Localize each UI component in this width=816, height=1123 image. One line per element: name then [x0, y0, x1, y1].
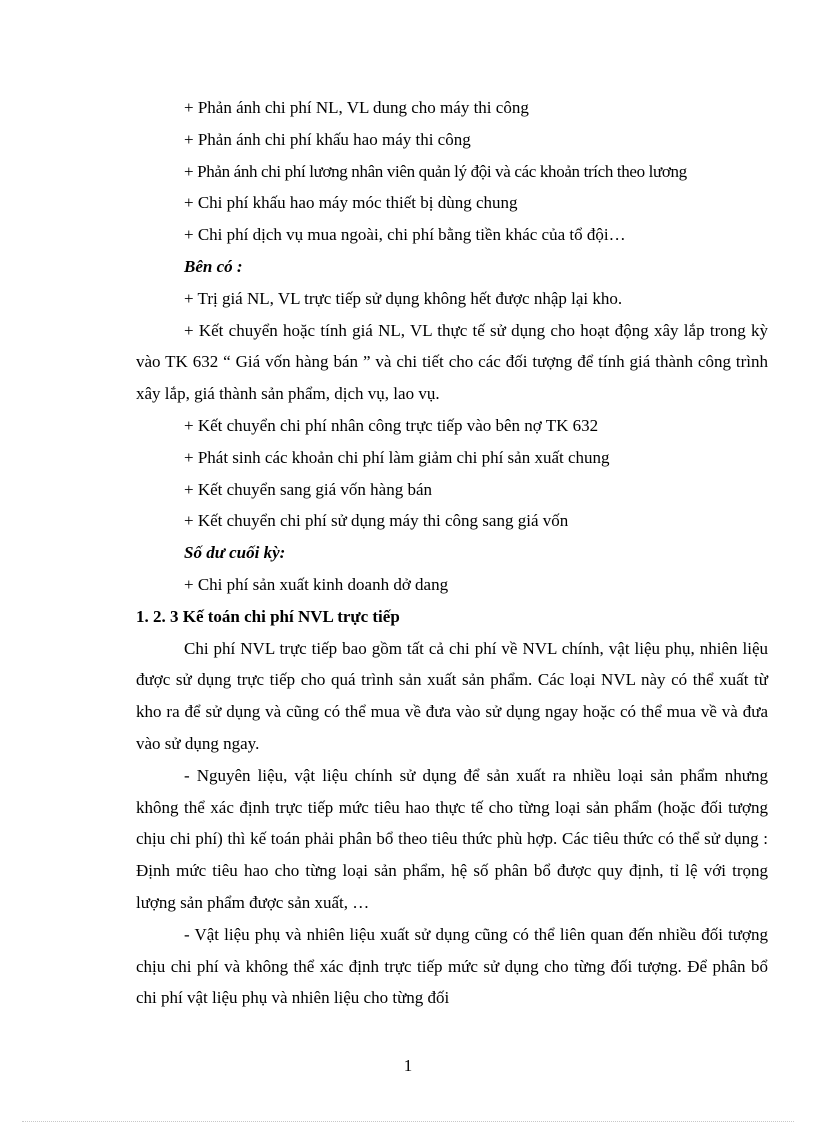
credit-item: + Kết chuyển chi phí nhân công trực tiếp vào bên nợ TK 632	[184, 415, 599, 435]
body-paragraph: - Nguyên liệu, vật liệu chính sử dụng để sản xuất ra nhiều loại sản phẩm nhưng không thể xác định trực tiếp mức tiêu hao thực tế cho từng loại sản phẩm (hoặc đối tượng chịu chi phí) thì kế toán phải phân bổ theo tiêu thức phù hợp. Các tiêu thức có thể sử dụng : Định mức tiêu hao cho từng loại sản phẩm, hệ số phân bổ được quy định, tỉ lệ với trọng lượng sản phẩm được sản xuất, …	[136, 765, 768, 912]
debit-item: + Chi phí dịch vụ mua ngoài, chi phí bằng tiền khác của tổ đội…	[184, 225, 626, 245]
footer-dotted-rule	[22, 1121, 794, 1122]
credit-item: + Kết chuyển hoặc tính giá NL, VL thực tế sử dụng cho hoạt động xây lắp trong kỳ vào TK 632 “ Giá vốn hàng bán ” và chi tiết cho các đối tượng để tính giá thành công trình xây lắp, giá thành sản phẩm, dịch vụ, lao vụ.	[136, 320, 768, 404]
debit-item: + Chi phí khấu hao máy móc thiết bị dùng chung	[184, 193, 518, 213]
body-paragraph: Chi phí NVL trực tiếp bao gồm tất cả chi phí về NVL chính, vật liệu phụ, nhiên liệu được sử dụng trực tiếp cho quá trình sản xuất sản phẩm. Các loại NVL này có thể xuất từ kho ra để sử dụng và cũng có thể mua về đưa vào sử dụng ngay hoặc có thể mua về và đưa vào sử dụng ngay.	[136, 638, 768, 753]
section-heading: 1. 2. 3 Kế toán chi phí NVL trực tiếp	[136, 606, 400, 626]
credit-item: + Kết chuyển sang giá vốn hàng bán	[184, 479, 432, 499]
debit-item: + Phản ánh chi phí NL, VL dung cho máy thi công	[184, 98, 529, 117]
page-number: 1	[403, 1056, 413, 1075]
credit-item: + Phát sinh các khoản chi phí làm giảm chi phí sản xuất chung	[184, 447, 610, 467]
page-content	[136, 92, 768, 1014]
credit-item: + Kết chuyển chi phí sử dụng máy thi công sang giá vốn	[184, 511, 569, 531]
credit-item: + Trị giá NL, VL trực tiếp sử dụng không hết được nhập lại kho.	[184, 288, 623, 308]
credit-heading: Bên có :	[184, 256, 243, 276]
balance-heading: Số dư cuối kỳ:	[184, 543, 286, 563]
balance-item: + Chi phí sản xuất kinh doanh dở dang	[184, 574, 449, 594]
debit-item: + Phản ánh chi phí lương nhân viên quản lý đội và các khoản trích theo lương	[184, 161, 687, 181]
body-paragraph: - Vật liệu phụ và nhiên liệu xuất sử dụng cũng có thể liên quan đến nhiều đối tượng chịu chi phí và không thể xác định trực tiếp mức sử dụng cho từng đối tượng. Để phân bổ chi phí vật liệu phụ và nhiên liệu cho từng đối	[136, 924, 768, 1008]
debit-item: + Phản ánh chi phí khấu hao máy thi công	[184, 129, 471, 149]
